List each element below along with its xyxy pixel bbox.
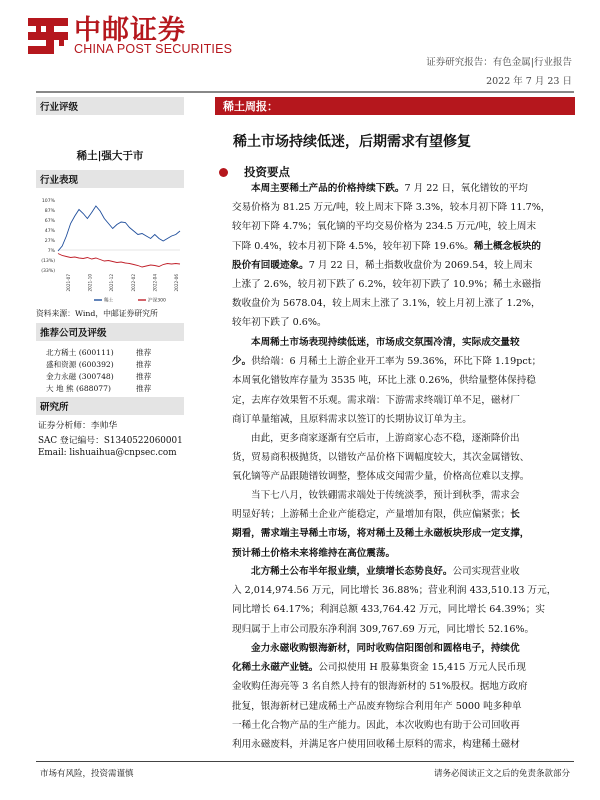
- text-run: 较年初下跌了 0.6%。: [232, 317, 327, 329]
- section-header-bar: [215, 97, 575, 115]
- section-title: 稀土周报：: [223, 100, 278, 113]
- y-tick-label: 27%: [44, 239, 55, 244]
- text-line: [232, 313, 577, 332]
- company-name: 盛和资源 (600392): [46, 360, 114, 369]
- text-line: [232, 562, 577, 581]
- report-type: 证券研究报告：有色金属|行业报告: [426, 57, 572, 68]
- text-line: [232, 505, 577, 524]
- text-run: 当下七八月，钕铁硼需求端处于传统淡季，预计到秋季，需求会: [251, 490, 520, 501]
- header-divider: [36, 91, 574, 93]
- text-line: [232, 677, 577, 696]
- y-tick-label: (33%): [41, 269, 55, 274]
- rating-label: 行业评级: [40, 102, 79, 113]
- company-rating: 推荐: [136, 348, 152, 357]
- text-line: [232, 467, 577, 486]
- bold-text-run: 本周主要稀土产品的价格持续下跌。: [251, 183, 405, 194]
- text-line: [232, 237, 577, 256]
- research-section-bar: [36, 397, 184, 415]
- bold-text-run: 长: [510, 509, 520, 521]
- company-rating: 推荐: [136, 360, 152, 369]
- text-line: [232, 716, 577, 735]
- text-run: 公司拟使用 H 股募集资金 15,415 万元人民币现: [318, 662, 526, 674]
- brand-name-cn: 中邮证券: [74, 15, 186, 46]
- bold-text-run: 预计稀土价格未来将维持在高位震荡。: [232, 547, 396, 559]
- companies-label: 推荐公司及评级: [40, 328, 107, 339]
- company-name: 北方稀土 (600111): [46, 348, 114, 357]
- industry-performance-chart: [36, 190, 184, 308]
- text-run: 氧化镝等产品跟随镨钕调整，整体成交闻需少量，价格高位难以支撑。: [232, 471, 530, 483]
- text-line: [232, 620, 577, 639]
- bold-text-run: 稀土概念板块的: [473, 240, 542, 252]
- text-run: 较年初下降 4.7%；氧化镝的平均交易价格为 234.5 万元/吨，较上周末: [232, 221, 537, 233]
- text-line: [232, 352, 577, 371]
- text-run: 一稀土化合物产品的生产能力。因此，本次收购也有助于公司回收再: [232, 719, 520, 731]
- text-run: 入 2,014,974.56 万元，同比增长 36.88%；营业利润 433,510.13 万元，: [232, 585, 557, 597]
- text-line: [232, 448, 577, 467]
- text-line: [232, 371, 577, 390]
- text-run: 金收购任海亮等 3 名自然人持有的银海新材的 51%股权。据地方政府: [232, 681, 528, 693]
- text-run: 7 月 22 日，氧化镨钕的平均: [404, 183, 528, 194]
- text-run: 同比增长 64.17%；利润总额 433,764.42 万元，同比增长 64.39%；实: [232, 604, 545, 616]
- text-run: 货，贸易商积极抛货，以镨钕产品价格下调幅度较大，其次金属镨钕、: [232, 452, 530, 464]
- bold-text-run: 化稀土永磁产业链。: [232, 662, 319, 674]
- x-tick-label: 2022-06: [174, 274, 179, 292]
- rating-section-bar: [36, 97, 184, 115]
- analyst-name: 证券分析师：李帅华: [38, 421, 118, 431]
- text-line: [232, 429, 577, 448]
- y-tick-label: 7%: [47, 249, 55, 254]
- y-tick-label: 107%: [41, 199, 55, 204]
- text-run: 由此，更多商家逐渐有空后市，上游商家心态不稳，逐渐降价出: [251, 433, 520, 444]
- text-line: [232, 658, 577, 677]
- company-rating: 推荐: [136, 372, 152, 381]
- analyst-email[interactable]: Email: lishuaihua@cnpsec.com: [38, 448, 177, 458]
- industry-rating: 稀土|强大于市: [76, 150, 144, 162]
- text-line: [232, 275, 577, 294]
- x-tick-label: 2022-04: [152, 274, 158, 292]
- bold-text-run: 少。: [232, 356, 252, 368]
- series-line-csi300: [58, 254, 180, 268]
- sac-number: SAC 登记编号：S1340522060001: [38, 436, 183, 446]
- text-line: [232, 410, 577, 429]
- companies-section-bar: [36, 323, 184, 341]
- text-line: [232, 581, 577, 600]
- text-line: [232, 600, 577, 619]
- text-run: 定，去库存效果暂不乐观。需求端：下游需求终端订单不足，磁材厂: [232, 394, 520, 406]
- legend-label: 沪深300: [148, 298, 166, 304]
- paragraph-market-sluggish: [232, 333, 577, 429]
- x-tick-label: 2021-10: [87, 274, 93, 292]
- text-line: [232, 639, 577, 658]
- company-name: 大 地 熊 (688077): [46, 384, 111, 393]
- text-line: [232, 524, 577, 543]
- text-run: 交易价格为 81.25 万元/吨，较上周末下降 3.3%，较本月初下降 11.7%，: [232, 202, 551, 214]
- text-run: 利用永磁废料，并满足客户使用回收稀土原料的需求，构建稀土磁材: [232, 739, 520, 751]
- footer-risk-notice: 市场有风险，投资需谨慎: [40, 769, 134, 779]
- research-label: 研究所: [40, 402, 69, 413]
- bold-text-run: 北方稀土公布半年报业绩，业绩增长态势良好。: [251, 566, 453, 577]
- x-tick-label: 2021-07: [66, 274, 71, 292]
- paragraph-jl-mag-acquisition: [232, 639, 577, 754]
- paragraph-demand-outlook: [232, 486, 577, 563]
- text-run: 商订单量缩减，且原料需求以签订的长期协议订单为主。: [232, 413, 472, 425]
- company-rating: 推荐: [136, 384, 152, 393]
- text-run: 7 月 22 日，稀土指数收盘价为 2069.54，较上周末: [308, 259, 533, 271]
- text-line: [232, 697, 577, 716]
- text-run: 公司实现营业收: [452, 566, 520, 577]
- text-line: [232, 179, 577, 198]
- text-line: [232, 198, 577, 217]
- text-line: [232, 217, 577, 236]
- text-run: 数收盘价为 5678.04，较上周末上涨了 3.1%，较上月初上涨了 1.2%，: [232, 298, 541, 310]
- text-run: 明显好转；上游稀土企业产能稳定，产量增加有限，供应偏紧张；: [232, 509, 511, 521]
- bold-text-run: 金力永磁收购银海新材，同时收购信阳图创和圆格电子，持续优: [251, 643, 520, 654]
- text-line: [232, 486, 577, 505]
- paragraph-trader-sentiment: [232, 429, 577, 487]
- bold-text-run: 本周稀土市场表现持续低迷，市场成交氛围冷清，实际成交量较: [251, 337, 520, 348]
- investment-highlights-heading: 投资要点: [244, 165, 290, 179]
- performance-section-bar: [36, 170, 184, 188]
- text-run: 批复，银海新材已建成稀土产品废弃物综合利用年产 5000 吨多种单: [232, 700, 522, 712]
- bold-text-run: 股价有回暖迹象。: [232, 259, 309, 271]
- text-line: [232, 294, 577, 313]
- text-run: 供给端：6 月稀土上游企业开工率为 59.36%，环比下降 1.19pct；: [251, 356, 542, 368]
- text-line: [232, 735, 577, 754]
- text-line: [232, 544, 577, 563]
- y-tick-label: 67%: [44, 219, 55, 224]
- y-tick-label: 87%: [44, 209, 55, 214]
- text-run: 现归属于上市公司股东净利润 309,767.69 万元，同比增长 52.16%。: [232, 623, 535, 635]
- company-name: 金力永磁 (300748): [46, 372, 114, 381]
- paragraph-price-trend: [232, 179, 577, 333]
- x-tick-label: 2022-02: [130, 274, 136, 292]
- performance-label: 行业表现: [40, 175, 79, 186]
- bullet-dot-icon: [219, 168, 228, 177]
- chart-source: 资料来源：Wind，中邮证券研究所: [36, 309, 158, 318]
- text-run: 上涨了 2.6%，较月初下跌了 6.2%，较年初下跌了 10.9%；稀土永磁指: [232, 279, 542, 291]
- text-run: 下降 0.4%，较本月初下降 4.5%，较年初下降 19.6%。: [232, 240, 474, 252]
- footer-divider: [36, 761, 574, 762]
- report-date: 2022 年 7 月 23 日: [486, 76, 572, 87]
- y-tick-label: 47%: [44, 229, 55, 234]
- china-post-logo-icon: [26, 14, 70, 58]
- x-tick-label: 2021-12: [109, 274, 115, 292]
- brand-name-en: CHINA POST SECURITIES: [74, 42, 233, 56]
- legend-label: 稀土: [104, 298, 114, 304]
- text-line: [232, 256, 577, 275]
- text-run: 本周氧化镨钕库存量为 3535 吨，环比上涨 0.26%，供给量整体保持稳: [232, 375, 536, 387]
- footer-disclaimer: 请务必阅读正文之后的免责条款部分: [433, 769, 570, 779]
- text-line: [232, 391, 577, 410]
- text-line: [232, 333, 577, 352]
- paragraph-northern-rare-earth: [232, 562, 577, 639]
- report-title: 稀土市场持续低迷，后期需求有望修复: [233, 134, 471, 150]
- series-line-rare-earth: [58, 206, 180, 251]
- bold-text-run: 期看，需求端主导稀土市场，将对稀土及稀土永磁板块形成一定支撑，: [232, 528, 530, 540]
- y-tick-label: (13%): [41, 259, 55, 264]
